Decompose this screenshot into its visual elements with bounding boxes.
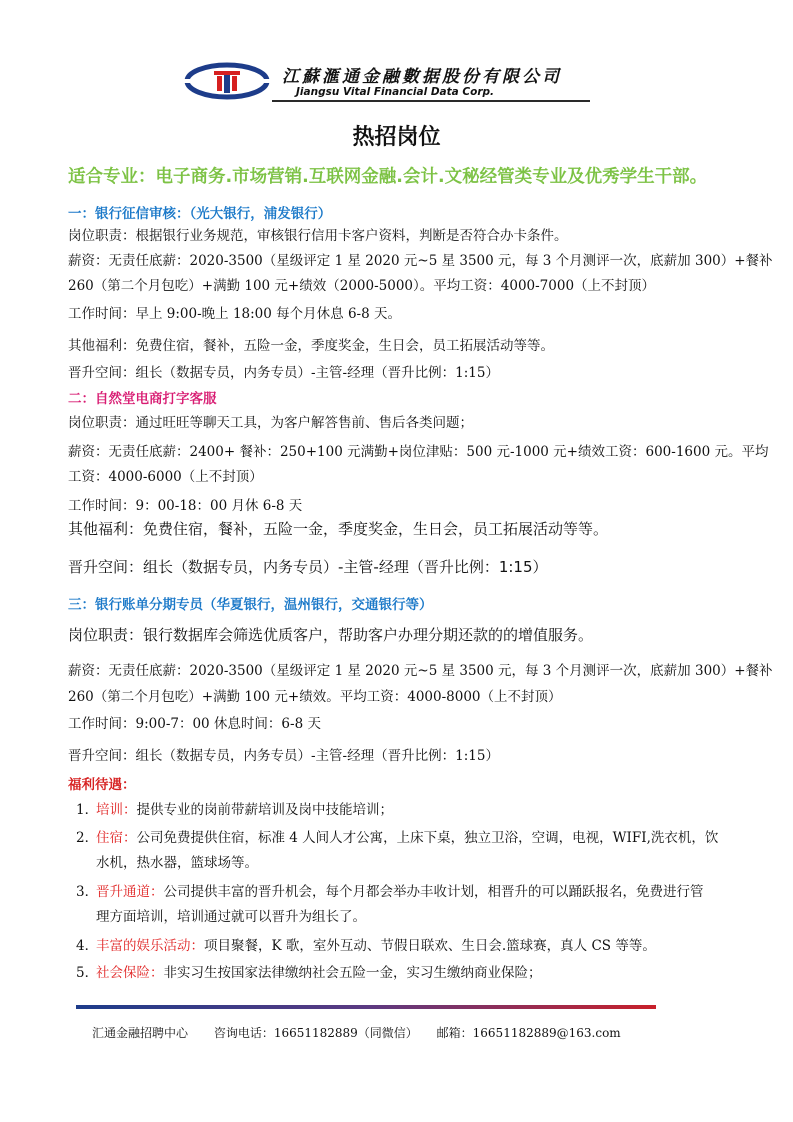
benefit-text: 非实习生按国家法律缴纳社会五险一金，实习生缴纳商业保险； — [163, 965, 542, 981]
job-duty: 岗位职责：根据银行业务规范，审核银行信用卡客户资料，判断是否符合办卡条件。 — [68, 228, 568, 244]
promotion-path: 晋升空间：组长（数据专员，内务专员）-主管-经理（晋升比例：1:15） — [68, 748, 499, 764]
page-title: 热招岗位 — [352, 125, 441, 150]
salary-line-cont: 工资：4000-6000（上不封顶） — [68, 469, 263, 485]
list-number: 1． — [76, 802, 99, 818]
promotion-path: 晋升空间：组长（数据专员，内务专员）-主管-经理（晋升比例：1:15） — [68, 558, 548, 576]
salary-line-cont: 260（第二个月包吃）+满勤 100 元+绩效（2000-5000）。平均工资：4000-7000（上不封顶） — [68, 278, 656, 294]
benefit-text: 公司提供丰富的晋升机会，每个月都会举办丰收计划，相晋升的可以踊跃报名，免费进行管 — [163, 884, 704, 900]
benefit-item-housing — [76, 828, 718, 848]
contact-phone[interactable]: 咨询电话：16651182889（同微信） — [213, 1026, 418, 1040]
promotion-path: 晋升空间：组长（数据专员，内务专员）-主管-经理（晋升比例：1:15） — [68, 365, 499, 381]
benefit-label: 培训： — [96, 802, 137, 818]
salary-line-cont: 260（第二个月包吃）+满勤 100 元+绩效。平均工资：4000-8000（上不封顶） — [68, 689, 562, 705]
salary-line: 薪资：无责任底薪：2020-3500（星级评定 1 星 2020 元~5 星 3500 元，每 3 个月测评一次，底薪加 300）+餐补 — [68, 663, 773, 679]
work-hours: 工作时间：早上 9:00-晚上 18:00 每个月休息 6-8 天。 — [68, 306, 401, 322]
other-benefits: 其他福利：免费住宿，餐补，五险一金，季度奖金，生日会，员工拓展活动等等。 — [68, 338, 554, 354]
benefit-label: 住宿： — [96, 830, 137, 846]
benefit-text: 项目聚餐，K 歌，室外互动、节假日联欢、生日会.篮球赛，真人 CS 等等。 — [204, 938, 656, 954]
benefits-heading: 福利待遇： — [68, 777, 136, 793]
benefit-item-activities — [76, 936, 656, 956]
benefit-item-promotion — [76, 882, 704, 902]
benefit-item-training — [76, 800, 393, 820]
section-heading: 三：银行账单分期专员（华夏银行，温州银行，交通银行等） — [68, 597, 433, 613]
work-hours: 工作时间：9:00-7：00 休息时间：6-8 天 — [68, 716, 321, 732]
other-benefits: 其他福利：免费住宿，餐补，五险一金，季度奖金，生日会，员工拓展活动等等。 — [68, 520, 609, 538]
list-number: 5． — [76, 965, 99, 981]
benefit-label: 社会保险： — [96, 965, 164, 981]
vital-logo-icon — [184, 62, 270, 100]
benefit-text: 公司免费提供住宿，标准 4 人间人才公寓，上床下桌，独立卫浴，空调，电视，WIFI,洗衣机，饮 — [136, 830, 719, 846]
list-number: 3． — [76, 884, 99, 900]
salary-line: 薪资：无责任底薪：2400+ 餐补：250+100 元满勤+岗位津贴：500 元-1000 元+绩效工资：600-1600 元。平均 — [68, 444, 769, 460]
section-heading: 一：银行征信审核：（光大银行，浦发银行） — [68, 206, 332, 222]
job-duty: 岗位职责：通过旺旺等聊天工具，为客户解答售前、售后各类问题； — [68, 415, 473, 431]
salary-line: 薪资：无责任底薪：2020-3500（星级评定 1 星 2020 元~5 星 3500 元，每 3 个月测评一次，底薪加 300）+餐补 — [68, 253, 773, 269]
benefit-text: 提供专业的岗前带薪培训及岗中技能培训； — [136, 802, 393, 818]
header-divider — [272, 100, 590, 102]
benefit-label: 丰富的娱乐活动： — [96, 938, 204, 954]
footer — [92, 1024, 621, 1041]
company-name-en: Jiangsu Vital Financial Data Corp. — [296, 86, 494, 98]
contact-email[interactable]: 邮箱：16651182889@163.com — [436, 1026, 621, 1040]
benefit-item-insurance — [76, 963, 542, 983]
footer-divider — [76, 1005, 656, 1009]
list-number: 2． — [76, 830, 99, 846]
job-duty: 岗位职责：银行数据库会筛选优质客户，帮助客户办理分期还款的的增值服务。 — [68, 626, 594, 644]
benefit-label: 晋升通道： — [96, 884, 164, 900]
benefit-text-cont: 水机，热水器，篮球场等。 — [96, 855, 258, 871]
benefit-text-cont: 理方面培训，培训通过就可以晋升为组长了。 — [96, 909, 366, 925]
suitable-majors: 适合专业：电子商务.市场营销.互联网金融.会计.文秘经管类专业及优秀学生干部。 — [68, 167, 708, 187]
recruitment-center: 汇通金融招聘中心 — [92, 1026, 189, 1040]
list-number: 4． — [76, 938, 99, 954]
company-name-cn: 江蘇滙通金融數据股份有限公司 — [282, 67, 562, 87]
work-hours: 工作时间：9：00-18：00 月休 6-8 天 — [68, 498, 303, 514]
section-heading: 二：自然堂电商打字客服 — [68, 391, 217, 407]
